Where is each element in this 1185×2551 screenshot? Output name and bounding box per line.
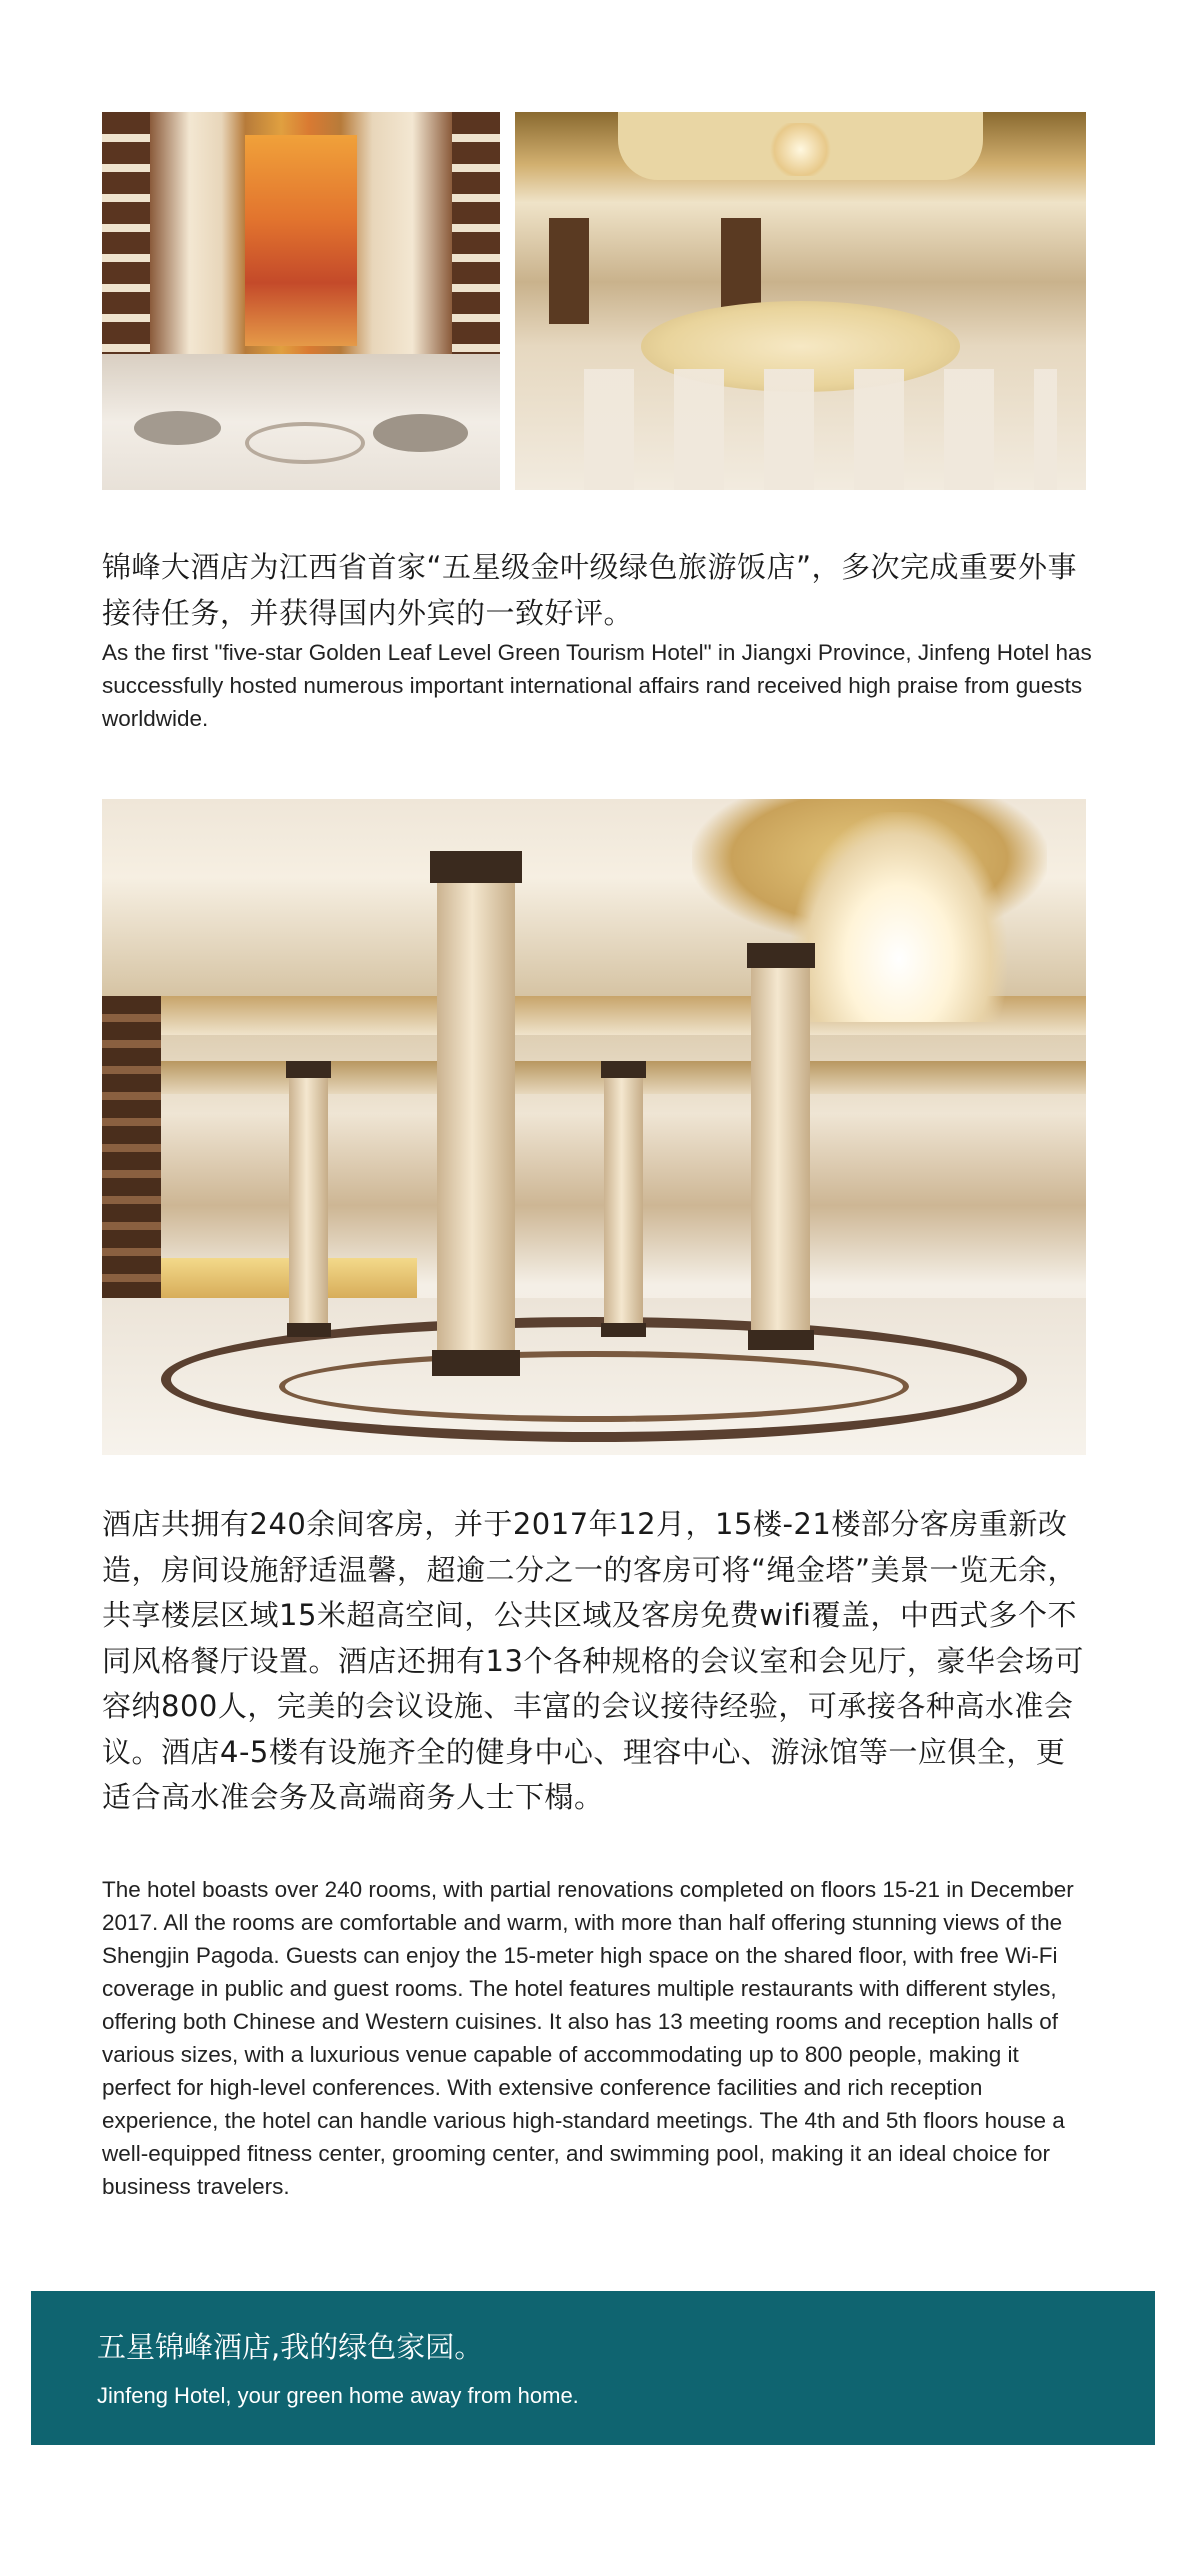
atrium-spiral-sculpture <box>245 422 364 464</box>
banquet-chandelier <box>766 123 835 176</box>
lobby-chandelier <box>791 812 1007 1022</box>
banquet-chairs <box>544 369 1058 490</box>
lobby-pillar <box>604 1061 643 1337</box>
footer-slogan-english: Jinfeng Hotel, your green home away from home. <box>97 2383 579 2408</box>
footer-slogan-chinese: 五星锦峰酒店,我的绿色家园。 <box>97 2330 484 2364</box>
lobby-floor-inner-ring <box>279 1351 909 1422</box>
lobby-photo <box>102 799 1086 1455</box>
atrium-mural <box>245 135 356 347</box>
atrium-photo <box>102 112 500 490</box>
atrium-rock <box>373 414 469 452</box>
banquet-door <box>549 218 589 324</box>
lobby-pillar <box>751 943 810 1350</box>
lobby-lower-balcony <box>102 1061 1086 1094</box>
details-chinese-text: 酒店共拥有240余间客房，并于2017年12月，15楼-21楼部分客房重新改造，房间设施舒适温馨，超逾二分之一的客房可将“绳金塔”美景一览无余，共享楼层区域15米超高空间，公共区域及客房免费wifi覆盖，中西式多个不同风格餐厅设置。酒店还拥有13个各种规格的会议室和会见厅，豪华会场可容纳800人，完美的会议设施、丰富的会议接待经验，可承接各种高水准会议。酒店4-5楼有设施齐全的健身中心、理容中心、游泳馆等一应俱全，更适合高水准会务及高端商务人士下榻。 <box>102 1507 1084 1814</box>
intro-english-text: As the first "five-star Golden Leaf Level Green Tourism Hotel" in Jiangxi Province, Jinfeng Hotel has successfully hosted numerous important international affairs rand received high praise from guests worldwide. <box>102 640 1092 731</box>
lobby-pillar <box>289 1061 328 1337</box>
lobby-pillar <box>437 851 516 1376</box>
footer-banner <box>31 2291 1155 2445</box>
atrium-rock <box>134 411 222 445</box>
intro-chinese-text: 锦峰大酒店为江西省首家“五星级金叶级绿色旅游饭店”，多次完成重要外事接待任务，并获得国内外宾的一致好评。 <box>102 550 1078 630</box>
banquet-room-photo <box>515 112 1086 490</box>
details-english-text: The hotel boasts over 240 rooms, with partial renovations completed on floors 15-21 in December 2017. All the rooms are comfortable and warm, with more than half offering stunning views of the Shengjin Pagoda. Guests can enjoy the 15-meter high space on the shared floor, with free Wi-Fi coverage in public and guest rooms. The hotel features multiple restaurants with different styles, offering both Chinese and Western cuisines. It also has 13 meeting rooms and reception halls of various sizes, with a luxurious venue capable of accommodating up to 800 people, making it perfect for high-level conferences. With extensive conference facilities and rich reception experience, the hotel can handle various high-standard meetings. The 4th and 5th floors house a well-equipped fitness center, grooming center, and swimming pool, making it an ideal choice for business travelers. <box>102 1877 1074 2199</box>
